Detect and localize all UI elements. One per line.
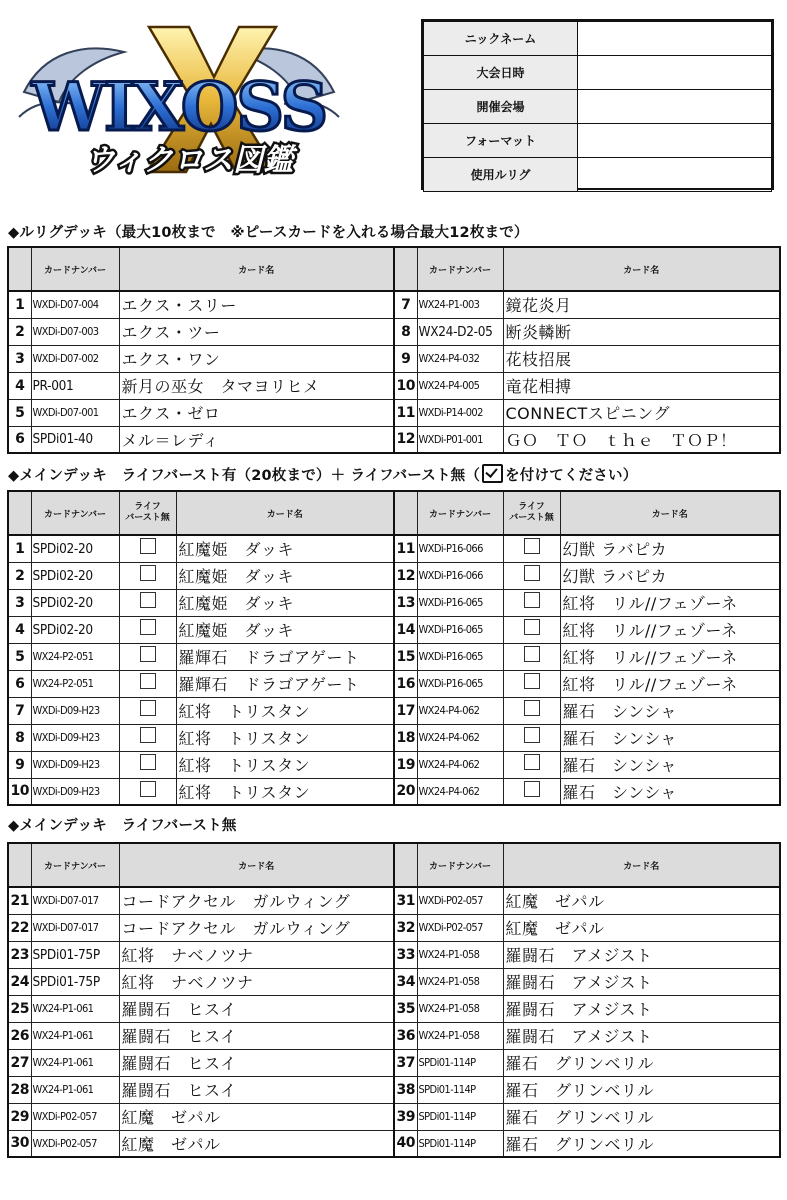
row-number: 32 [394, 914, 417, 941]
table-row [8, 1049, 780, 1076]
card-number-field[interactable]: WX24-P1-058 [417, 995, 503, 1022]
card-number-field[interactable]: PR-001 [31, 372, 119, 399]
card-number-field[interactable]: WXDi-P02-057 [417, 914, 503, 941]
main-deck-lb-table [7, 490, 781, 806]
row-number: 14 [394, 616, 417, 643]
card-name-field[interactable]: 鏡花炎月 [503, 291, 780, 318]
card-number-field[interactable]: SPDi02-20 [31, 589, 119, 616]
row-number: 12 [394, 562, 417, 589]
card-name-field[interactable]: CONNECTスピニング [503, 399, 780, 426]
card-number-field[interactable]: WX24-P4-062 [417, 697, 503, 724]
card-name-field[interactable]: 羅闘石 アメジスト [503, 968, 780, 995]
wixoss-logo [14, 22, 344, 192]
info-value-field[interactable] [578, 56, 772, 90]
main-deck-lb-heading-tail: を付けてください） [505, 468, 638, 484]
header-card-name: カード名 [119, 247, 394, 291]
card-number-field[interactable]: WXDi-D09-H23 [31, 697, 119, 724]
table-row [8, 616, 780, 643]
card-name-field[interactable]: 紅魔 ゼパル [119, 1130, 394, 1157]
row-number: 12 [394, 426, 417, 453]
header-card-name: カード名 [560, 491, 780, 535]
lifeburst-none-checkbox[interactable] [524, 646, 540, 662]
lrig-deck-heading: ◆ルリグデッキ（最大10枚まで ※ピースカードを入れる場合最大12枚まで） [8, 225, 529, 241]
lifeburst-none-checkbox[interactable] [140, 754, 156, 770]
card-name-field[interactable]: 羅石 シンシャ [560, 724, 780, 751]
header-card-number: カードナンバー [31, 843, 119, 887]
card-name-field[interactable]: 紅将 トリスタン [176, 697, 394, 724]
lifeburst-none-cell [119, 589, 176, 616]
lifeburst-none-checkbox[interactable] [524, 619, 540, 635]
table-row [8, 1130, 780, 1157]
lifeburst-none-cell [119, 535, 176, 562]
card-number-field[interactable]: WXDi-D07-001 [31, 399, 119, 426]
row-number: 9 [8, 751, 31, 778]
card-name-field[interactable]: コードアクセル ガルウィング [119, 914, 394, 941]
table-row [8, 995, 780, 1022]
header-lifeburst-line1: ライフ [518, 502, 545, 512]
header-lifeburst-line2: バースト無 [509, 513, 554, 523]
info-row [424, 124, 772, 158]
row-number: 17 [394, 697, 417, 724]
card-name-field[interactable]: エクス・スリー [119, 291, 394, 318]
lifeburst-none-checkbox[interactable] [524, 754, 540, 770]
card-name-field[interactable]: 羅石 グリンベリル [503, 1076, 780, 1103]
table-header [8, 491, 780, 535]
row-number: 7 [8, 697, 31, 724]
info-label: ニックネーム [424, 22, 578, 56]
card-number-field[interactable]: SPDi01-114P [417, 1049, 503, 1076]
lifeburst-none-checkbox[interactable] [140, 565, 156, 581]
card-name-field[interactable]: 羅石 グリンベリル [503, 1049, 780, 1076]
card-name-field[interactable]: 花枝招展 [503, 345, 780, 372]
card-name-field[interactable]: 紅魔姫 ダッキ [176, 562, 394, 589]
row-number: 4 [8, 372, 31, 399]
card-name-field[interactable]: ＧＯ ＴＯ ｔｈｅ ＴＯＰ！ [503, 426, 780, 453]
row-number: 35 [394, 995, 417, 1022]
card-number-field[interactable]: WX24-P4-062 [417, 724, 503, 751]
card-number-field[interactable]: WXDi-D07-002 [31, 345, 119, 372]
main-deck-nolb-table [7, 842, 781, 1158]
row-number: 23 [8, 941, 31, 968]
table-row [8, 643, 780, 670]
card-name-field[interactable]: 羅闘石 ヒスイ [119, 1049, 394, 1076]
row-number: 11 [394, 399, 417, 426]
lifeburst-none-checkbox[interactable] [140, 619, 156, 635]
table-row [8, 724, 780, 751]
row-number: 29 [8, 1103, 31, 1130]
card-name-field[interactable]: 紅魔 ゼパル [503, 914, 780, 941]
svg-text:ウィクロス図鑑: ウィクロス図鑑 [84, 143, 294, 178]
row-number: 27 [8, 1049, 31, 1076]
card-number-field[interactable]: WXDi-D09-H23 [31, 724, 119, 751]
card-number-field[interactable]: WX24-P1-058 [417, 941, 503, 968]
header-blank [394, 491, 417, 535]
card-name-field[interactable]: 幻獣 ラバピカ [560, 535, 780, 562]
header-card-number: カードナンバー [417, 247, 503, 291]
table-row [8, 291, 780, 318]
player-info-table [421, 19, 774, 190]
lifeburst-none-cell [503, 643, 560, 670]
lifeburst-none-checkbox[interactable] [140, 700, 156, 716]
card-name-field[interactable]: 羅闘石 アメジスト [503, 1022, 780, 1049]
card-number-field[interactable]: WXDi-P16-065 [417, 643, 503, 670]
card-name-field[interactable]: 羅石 シンシャ [560, 751, 780, 778]
card-name-field[interactable]: 羅石 シンシャ [560, 778, 780, 805]
row-number: 3 [8, 345, 31, 372]
table-row [8, 535, 780, 562]
info-value-field[interactable] [578, 22, 772, 56]
card-name-field[interactable]: 紅将 ナベノツナ [119, 968, 394, 995]
card-name-field[interactable]: 竜花相搏 [503, 372, 780, 399]
row-number: 34 [394, 968, 417, 995]
row-number: 8 [8, 724, 31, 751]
row-number: 28 [8, 1076, 31, 1103]
logo-title [31, 68, 326, 146]
lifeburst-none-checkbox[interactable] [140, 727, 156, 743]
card-number-field[interactable]: WXDi-P14-002 [417, 399, 503, 426]
card-name-field[interactable]: メル＝レディ [119, 426, 394, 453]
card-number-field[interactable]: WX24-P4-062 [417, 778, 503, 805]
card-number-field[interactable]: SPDi02-20 [31, 535, 119, 562]
card-number-field[interactable]: WXDi-D07-017 [31, 887, 119, 914]
main-deck-lb-heading-text: ◆メインデッキ ライフバースト有（20枚まで）＋ ライフバースト無（ [8, 468, 481, 484]
card-number-field[interactable]: WXDi-P16-065 [417, 589, 503, 616]
card-name-field[interactable]: 新月の巫女 タマヨリヒメ [119, 372, 394, 399]
row-number: 10 [394, 372, 417, 399]
row-number: 36 [394, 1022, 417, 1049]
table-row [8, 562, 780, 589]
table-row [8, 670, 780, 697]
card-number-field[interactable]: WX24-P2-051 [31, 670, 119, 697]
card-number-field[interactable]: WXDi-D09-H23 [31, 751, 119, 778]
table-row [8, 914, 780, 941]
row-number: 30 [8, 1130, 31, 1157]
card-name-field[interactable]: 断炎轔断 [503, 318, 780, 345]
card-number-field[interactable]: WXDi-P02-057 [417, 887, 503, 914]
row-number: 1 [8, 535, 31, 562]
card-number-field[interactable]: WX24-P1-061 [31, 995, 119, 1022]
card-number-field[interactable]: WX24-P1-003 [417, 291, 503, 318]
card-name-field[interactable]: エクス・ツー [119, 318, 394, 345]
row-number: 5 [8, 399, 31, 426]
info-row [424, 22, 772, 56]
row-number: 19 [394, 751, 417, 778]
lifeburst-none-cell [503, 778, 560, 805]
lifeburst-none-cell [503, 724, 560, 751]
lifeburst-none-cell [503, 751, 560, 778]
card-name-field[interactable]: 羅闘石 ヒスイ [119, 995, 394, 1022]
info-label: フォーマット [424, 124, 578, 158]
card-name-field[interactable]: エクス・ワン [119, 345, 394, 372]
card-name-field[interactable]: 紅将 リル//フェゾーネ [560, 616, 780, 643]
info-row [424, 158, 772, 192]
card-number-field[interactable]: WX24-D2-05 [417, 318, 503, 345]
row-number: 21 [8, 887, 31, 914]
card-name-field[interactable]: 紅魔姫 ダッキ [176, 616, 394, 643]
row-number: 1 [8, 291, 31, 318]
lifeburst-none-checkbox[interactable] [524, 673, 540, 689]
row-number: 40 [394, 1130, 417, 1157]
card-name-field[interactable]: 羅闘石 ヒスイ [119, 1022, 394, 1049]
row-number: 26 [8, 1022, 31, 1049]
row-number: 33 [394, 941, 417, 968]
card-name-field[interactable]: エクス・ゼロ [119, 399, 394, 426]
header-lifeburst-none [503, 491, 560, 535]
row-number: 10 [8, 778, 31, 805]
lrig-deck-table [7, 246, 781, 454]
header-card-name: カード名 [176, 491, 394, 535]
card-name-field[interactable]: 羅石 シンシャ [560, 697, 780, 724]
header-card-name: カード名 [503, 247, 780, 291]
card-number-field[interactable]: WXDi-P16-065 [417, 616, 503, 643]
lifeburst-none-checkbox[interactable] [524, 727, 540, 743]
card-name-field[interactable]: 羅石 グリンベリル [503, 1103, 780, 1130]
info-label: 開催会場 [424, 90, 578, 124]
info-value-field[interactable] [578, 90, 772, 124]
table-row [8, 941, 780, 968]
lifeburst-none-checkbox[interactable] [140, 673, 156, 689]
card-number-field[interactable]: WXDi-P02-057 [31, 1130, 119, 1157]
card-number-field[interactable]: WXDi-D09-H23 [31, 778, 119, 805]
table-row [8, 968, 780, 995]
row-number: 9 [394, 345, 417, 372]
header-blank [8, 247, 31, 291]
card-name-field[interactable]: 紅魔姫 ダッキ [176, 589, 394, 616]
table-row [8, 399, 780, 426]
info-label: 使用ルリグ [424, 158, 578, 192]
row-number: 13 [394, 589, 417, 616]
card-name-field[interactable]: 紅将 リル//フェゾーネ [560, 643, 780, 670]
lifeburst-none-cell [119, 616, 176, 643]
row-number: 38 [394, 1076, 417, 1103]
card-number-field[interactable]: SPDi01-114P [417, 1103, 503, 1130]
row-number: 15 [394, 643, 417, 670]
header-lifeburst-line1: ライフ [134, 502, 161, 512]
lifeburst-none-cell [503, 589, 560, 616]
row-number: 2 [8, 318, 31, 345]
card-number-field[interactable]: SPDi02-20 [31, 562, 119, 589]
card-name-field[interactable]: コードアクセル ガルウィング [119, 887, 394, 914]
card-name-field[interactable]: 紅将 トリスタン [176, 724, 394, 751]
svg-text:WIXOSS: WIXOSS [31, 68, 327, 146]
main-deck-nolb-heading: ◆メインデッキ ライフバースト無 [8, 818, 237, 834]
card-number-field[interactable]: WXDi-P01-001 [417, 426, 503, 453]
card-name-field[interactable]: 紅魔姫 ダッキ [176, 535, 394, 562]
card-number-field[interactable]: WXDi-P16-066 [417, 535, 503, 562]
row-number: 25 [8, 995, 31, 1022]
card-number-field[interactable]: WXDi-P02-057 [31, 1103, 119, 1130]
table-row [8, 1103, 780, 1130]
card-name-field[interactable]: 紅将 トリスタン [176, 778, 394, 805]
header-blank [394, 843, 417, 887]
table-row [8, 1022, 780, 1049]
lifeburst-none-cell [503, 535, 560, 562]
card-number-field[interactable]: SPDi01-75P [31, 941, 119, 968]
lifeburst-none-checkbox[interactable] [140, 592, 156, 608]
lifeburst-none-cell [119, 724, 176, 751]
lifeburst-none-cell [503, 562, 560, 589]
lifeburst-none-checkbox[interactable] [140, 538, 156, 554]
card-name-field[interactable]: 紅将 リル//フェゾーネ [560, 589, 780, 616]
table-header [8, 247, 780, 291]
table-row [8, 372, 780, 399]
info-value-field[interactable] [578, 158, 772, 192]
table-row [8, 318, 780, 345]
card-name-field[interactable]: 羅輝石 ドラゴアゲート [176, 670, 394, 697]
table-row [8, 887, 780, 914]
card-name-field[interactable]: 紅将 リル//フェゾーネ [560, 670, 780, 697]
header-card-number: カードナンバー [31, 247, 119, 291]
lifeburst-none-cell [503, 670, 560, 697]
row-number: 37 [394, 1049, 417, 1076]
row-number: 5 [8, 643, 31, 670]
card-name-field[interactable]: 幻獣 ラバピカ [560, 562, 780, 589]
lifeburst-none-cell [119, 751, 176, 778]
info-label: 大会日時 [424, 56, 578, 90]
row-number: 31 [394, 887, 417, 914]
info-value-field[interactable] [578, 124, 772, 158]
card-name-field[interactable]: 羅石 グリンベリル [503, 1130, 780, 1157]
lifeburst-none-checkbox[interactable] [140, 646, 156, 662]
card-number-field[interactable]: WX24-P4-062 [417, 751, 503, 778]
lifeburst-none-checkbox[interactable] [524, 700, 540, 716]
header-card-name: カード名 [119, 843, 394, 887]
checkmark-icon [482, 464, 503, 483]
card-name-field[interactable]: 羅闘石 アメジスト [503, 995, 780, 1022]
card-number-field[interactable]: WXDi-P16-066 [417, 562, 503, 589]
table-row [8, 345, 780, 372]
row-number: 16 [394, 670, 417, 697]
row-number: 39 [394, 1103, 417, 1130]
card-number-field[interactable]: WX24-P4-032 [417, 345, 503, 372]
card-number-field[interactable]: SPDi01-75P [31, 968, 119, 995]
card-number-field[interactable]: WXDi-D07-003 [31, 318, 119, 345]
card-number-field[interactable]: WX24-P1-061 [31, 1022, 119, 1049]
table-row [8, 589, 780, 616]
header-lifeburst-line2: バースト無 [125, 513, 170, 523]
lifeburst-none-checkbox[interactable] [140, 781, 156, 797]
card-number-field[interactable]: WX24-P1-058 [417, 1022, 503, 1049]
card-name-field[interactable]: 羅闘石 ヒスイ [119, 1076, 394, 1103]
card-name-field[interactable]: 羅輝石 ドラゴアゲート [176, 643, 394, 670]
row-number: 6 [8, 670, 31, 697]
header-blank [8, 491, 31, 535]
row-number: 24 [8, 968, 31, 995]
card-number-field[interactable]: SPDi02-20 [31, 616, 119, 643]
card-number-field[interactable]: WX24-P2-051 [31, 643, 119, 670]
row-number: 22 [8, 914, 31, 941]
card-number-field[interactable]: WX24-P4-005 [417, 372, 503, 399]
lifeburst-none-checkbox[interactable] [524, 781, 540, 797]
table-row [8, 426, 780, 453]
row-number: 7 [394, 291, 417, 318]
card-number-field[interactable]: WXDi-D07-017 [31, 914, 119, 941]
row-number: 2 [8, 562, 31, 589]
row-number: 3 [8, 589, 31, 616]
card-name-field[interactable]: 紅魔 ゼパル [503, 887, 780, 914]
card-name-field[interactable]: 紅魔 ゼパル [119, 1103, 394, 1130]
header-card-number: カードナンバー [417, 491, 503, 535]
lifeburst-none-cell [503, 697, 560, 724]
card-name-field[interactable]: 紅将 ナベノツナ [119, 941, 394, 968]
row-number: 6 [8, 426, 31, 453]
row-number: 4 [8, 616, 31, 643]
card-number-field[interactable]: SPDi01-114P [417, 1130, 503, 1157]
header-card-name: カード名 [503, 843, 780, 887]
header-blank [394, 247, 417, 291]
lifeburst-none-checkbox[interactable] [524, 538, 540, 554]
card-number-field[interactable]: WXDi-D07-004 [31, 291, 119, 318]
row-number: 20 [394, 778, 417, 805]
info-row [424, 56, 772, 90]
lifeburst-none-checkbox[interactable] [524, 565, 540, 581]
card-number-field[interactable]: WX24-P1-061 [31, 1049, 119, 1076]
card-number-field[interactable]: SPDi01-114P [417, 1076, 503, 1103]
table-header [8, 843, 780, 887]
row-number: 18 [394, 724, 417, 751]
table-row [8, 697, 780, 724]
lifeburst-none-cell [119, 697, 176, 724]
header-lifeburst-none [119, 491, 176, 535]
table-row [8, 1076, 780, 1103]
lifeburst-none-checkbox[interactable] [524, 592, 540, 608]
card-name-field[interactable]: 紅将 トリスタン [176, 751, 394, 778]
header-blank [8, 843, 31, 887]
main-deck-lb-heading [8, 464, 637, 485]
card-number-field[interactable]: WXDi-P16-065 [417, 670, 503, 697]
lifeburst-none-cell [119, 778, 176, 805]
table-row [8, 778, 780, 805]
header-card-number: カードナンバー [417, 843, 503, 887]
card-name-field[interactable]: 羅闘石 アメジスト [503, 941, 780, 968]
row-number: 8 [394, 318, 417, 345]
lifeburst-none-cell [119, 670, 176, 697]
info-row [424, 90, 772, 124]
row-number: 11 [394, 535, 417, 562]
table-row [8, 751, 780, 778]
lifeburst-none-cell [119, 643, 176, 670]
card-number-field[interactable]: WX24-P1-058 [417, 968, 503, 995]
header-card-number: カードナンバー [31, 491, 119, 535]
lifeburst-none-cell [503, 616, 560, 643]
card-number-field[interactable]: SPDi01-40 [31, 426, 119, 453]
card-number-field[interactable]: WX24-P1-061 [31, 1076, 119, 1103]
lifeburst-none-cell [119, 562, 176, 589]
